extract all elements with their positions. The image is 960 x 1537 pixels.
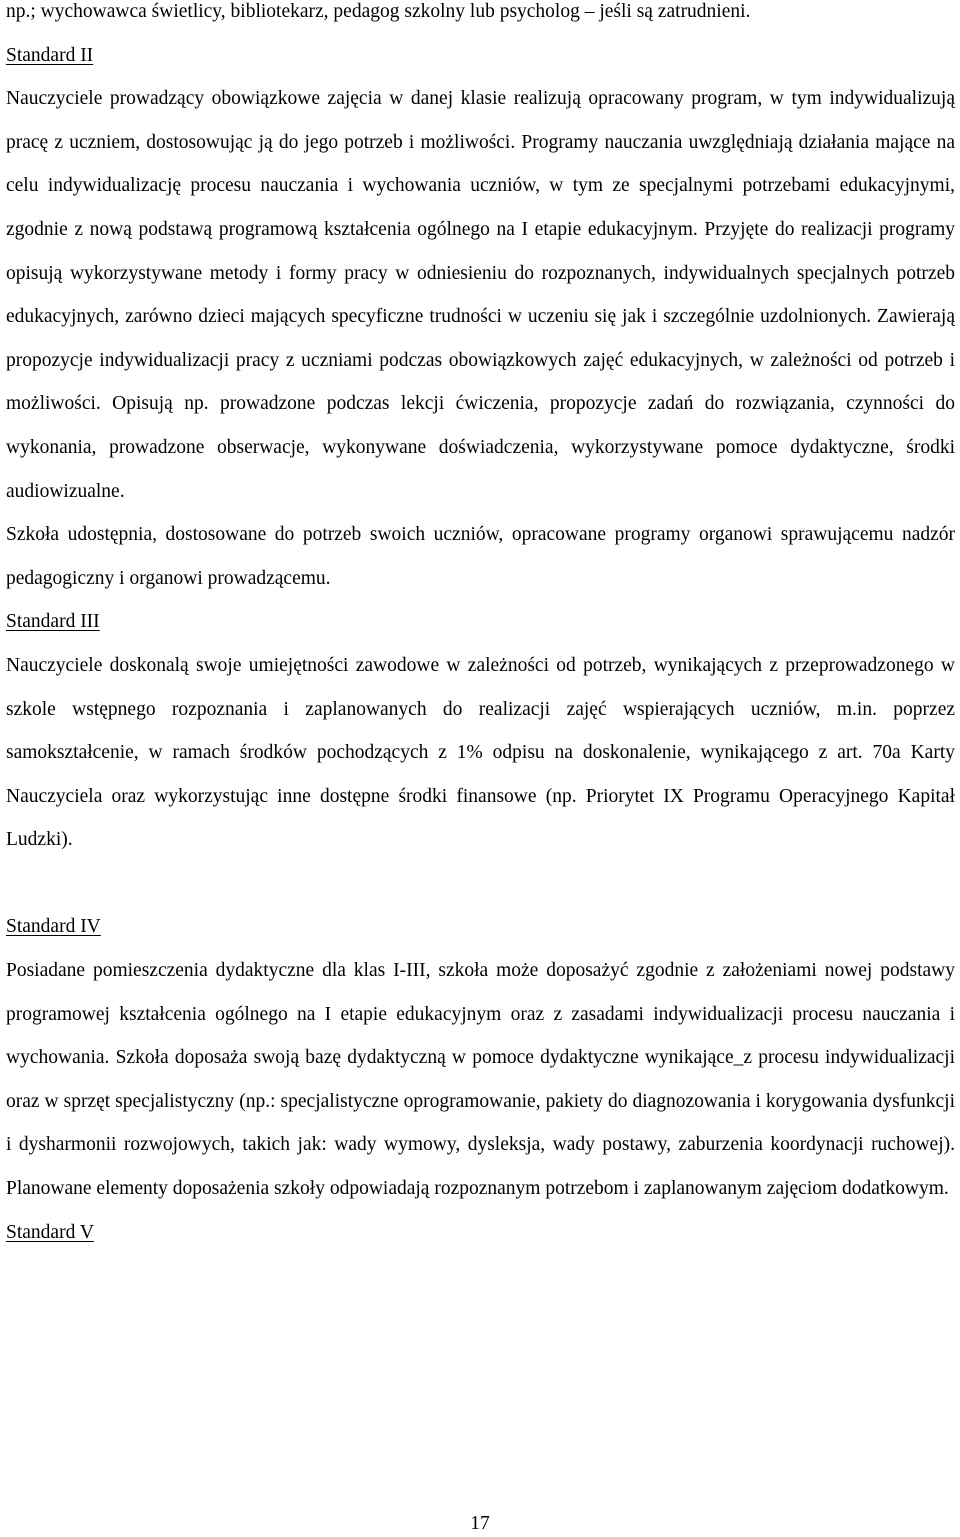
standard-2-paragraph-1: Nauczyciele prowadzący obowiązkowe zajęcia w danej klasie realizują opracowany program, w tym indywidualizują pracę z uczniem, dostosowując ją do jego potrzeb i możliwości. Programy nauczania uwzględniają działania mające na celu indywidualizację procesu nauczania i wychowania uczniów, w tym ze specjalnymi potrzebami edukacyjnymi, zgodnie z nową podstawą programową kształcenia ogólnego na I etapie edukacyjnym. Przyjęte do realizacji programy opisują wykorzystywane metody i formy pracy w odniesieniu do rozpoznanych, indywidualnych specjalnych potrzeb edukacyjnych, zarówno dzieci mających specyficzne trudności w uczeniu się jak i szczególnie uzdolnionych. Zawierają propozycje indywidualizacji pracy z uczniami podczas obowiązkowych zajęć edukacyjnych, w zależności od potrzeb i możliwości. Opisują np. prowadzone podczas lekcji ćwiczenia, propozycje zadań do rozwiązania, czynności do wykonania, prowadzone obserwacje, wykonywane doświadczenia, wykorzystywane pomoce dydaktyczne, środki audiowizualne. — [6, 88, 955, 502]
standard-3-paragraph: Nauczyciele doskonalą swoje umiejętności zawodowe w zależności od potrzeb, wynikających z przeprowadzonego w szkole wstępnego rozpoznania i zaplanowanych do realizacji zajęć wspierających uczniów, m.in. poprzez samokształcenie, w ramach środków pochodzących z 1% odpisu na doskonalenie, wynikającego z art. 70a Karty Nauczyciela oraz wykorzystując inne dostępne środki finansowe (np. Priorytet IX Programu Operacyjnego Kapitał Ludzki). — [6, 654, 955, 851]
section-spacer — [6, 862, 955, 906]
standard-4-paragraph: Posiadane pomieszczenia dydaktyczne dla klas I-III, szkoła może doposażyć zgodnie z założeniami nowej podstawy programowej kształcenia ogólnego na I etapie edukacyjnym oraz z zasadami indywidualizacji procesu nauczania i wychowania. Szkoła doposaża swoją bazę dydaktyczną w pomoce dydaktyczne wynikające_z procesu indywidualizacji oraz w sprzęt specjalistyczny (np.: specjalistyczne oprogramowanie, pakiety do diagnozowania i korygowania dysfunkcji i dysharmonii rozwojowych, takich jak: wady wymowy, dysleksja, wady postawy, zaburzenia koordynacji ruchowej). Planowane elementy doposażenia szkoły odpowiadają rozpoznanym potrzebom i zaplanowanym zajęciom dodatkowym. — [6, 960, 955, 1200]
page-number: 17 — [470, 1513, 490, 1534]
document-page — [6, 0, 955, 1254]
standard-2-heading: Standard II — [6, 44, 94, 66]
standard-3-heading: Standard III — [6, 611, 100, 633]
standard-2-paragraph-2: Szkoła udostępnia, dostosowane do potrzeb swoich uczniów, opracowane programy organowi sprawującemu nadzór pedagogiczny i organowi prowadzącemu. — [6, 524, 955, 589]
standard-5-heading: Standard V — [6, 1221, 94, 1243]
standard-4-heading: Standard IV — [6, 916, 101, 938]
intro-paragraph: np.; wychowawca świetlicy, bibliotekarz, pedagog szkolny lub psycholog – jeśli są zatrudnieni. — [6, 1, 751, 22]
